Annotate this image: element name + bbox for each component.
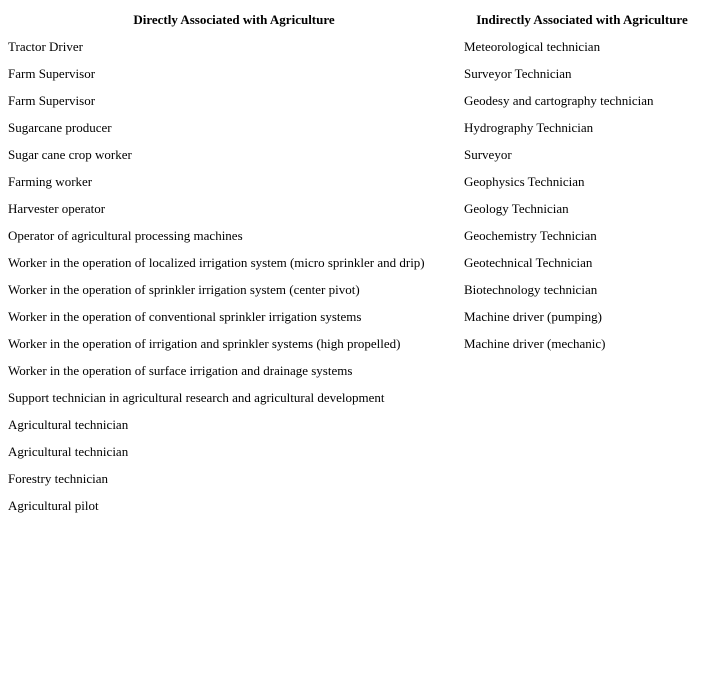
table-row xyxy=(6,141,702,168)
table-row xyxy=(6,303,702,330)
table-row xyxy=(6,33,702,60)
indirect-occupation-cell: Geotechnical Technician xyxy=(464,255,593,270)
table-row xyxy=(6,114,702,141)
table-row xyxy=(6,411,702,438)
occupations-table xyxy=(6,6,702,519)
direct-occupation-cell: Forestry technician xyxy=(8,471,108,486)
table-row xyxy=(6,60,702,87)
table-body xyxy=(6,33,702,519)
table-row xyxy=(6,330,702,357)
indirect-occupation-cell: Geodesy and cartography technician xyxy=(464,93,654,108)
header-row xyxy=(6,6,702,33)
direct-occupation-cell: Sugarcane producer xyxy=(8,120,112,135)
direct-occupation-cell: Worker in the operation of irrigation and sprinkler systems (high propelled) xyxy=(8,336,401,351)
direct-occupation-cell: Sugar cane crop worker xyxy=(8,147,132,162)
header-indirect: Indirectly Associated with Agriculture xyxy=(476,12,688,27)
table-row xyxy=(6,492,702,519)
direct-occupation-cell: Worker in the operation of sprinkler irrigation system (center pivot) xyxy=(8,282,360,297)
indirect-occupation-cell: Machine driver (mechanic) xyxy=(464,336,606,351)
indirect-occupation-cell: Meteorological technician xyxy=(464,39,601,54)
table-row xyxy=(6,465,702,492)
direct-occupation-cell: Harvester operator xyxy=(8,201,106,216)
indirect-occupation-cell: Geophysics Technician xyxy=(464,174,585,189)
table-row xyxy=(6,438,702,465)
direct-occupation-cell: Operator of agricultural processing machines xyxy=(8,228,243,243)
table-header xyxy=(6,6,702,33)
indirect-occupation-cell: Machine driver (pumping) xyxy=(464,309,602,324)
indirect-occupation-cell: Geochemistry Technician xyxy=(464,228,597,243)
indirect-occupation-cell xyxy=(462,465,702,492)
table-row xyxy=(6,195,702,222)
table-row xyxy=(6,357,702,384)
direct-occupation-cell: Farm Supervisor xyxy=(8,66,96,81)
table-row xyxy=(6,276,702,303)
indirect-occupation-cell: Geology Technician xyxy=(464,201,569,216)
table-row xyxy=(6,168,702,195)
indirect-occupation-cell xyxy=(462,357,702,384)
direct-occupation-cell: Worker in the operation of surface irrigation and drainage systems xyxy=(8,363,353,378)
indirect-occupation-cell: Surveyor Technician xyxy=(464,66,572,81)
indirect-occupation-cell: Surveyor xyxy=(464,147,512,162)
direct-occupation-cell: Farm Supervisor xyxy=(8,93,96,108)
indirect-occupation-cell xyxy=(462,438,702,465)
direct-occupation-cell: Agricultural technician xyxy=(8,444,129,459)
header-direct: Directly Associated with Agriculture xyxy=(133,12,335,27)
indirect-occupation-cell xyxy=(462,411,702,438)
indirect-occupation-cell: Biotechnology technician xyxy=(464,282,598,297)
table-row xyxy=(6,87,702,114)
indirect-occupation-cell xyxy=(462,492,702,519)
direct-occupation-cell: Worker in the operation of localized irrigation system (micro sprinkler and drip) xyxy=(8,255,425,270)
indirect-occupation-cell: Hydrography Technician xyxy=(464,120,594,135)
direct-occupation-cell: Agricultural pilot xyxy=(8,498,99,513)
table-row xyxy=(6,384,702,411)
indirect-occupation-cell xyxy=(462,384,702,411)
direct-occupation-cell: Farming worker xyxy=(8,174,93,189)
table-row xyxy=(6,222,702,249)
direct-occupation-cell: Worker in the operation of conventional sprinkler irrigation systems xyxy=(8,309,362,324)
direct-occupation-cell: Support technician in agricultural research and agricultural development xyxy=(8,390,385,405)
direct-occupation-cell: Tractor Driver xyxy=(8,39,83,54)
table-row xyxy=(6,249,702,276)
direct-occupation-cell: Agricultural technician xyxy=(8,417,129,432)
